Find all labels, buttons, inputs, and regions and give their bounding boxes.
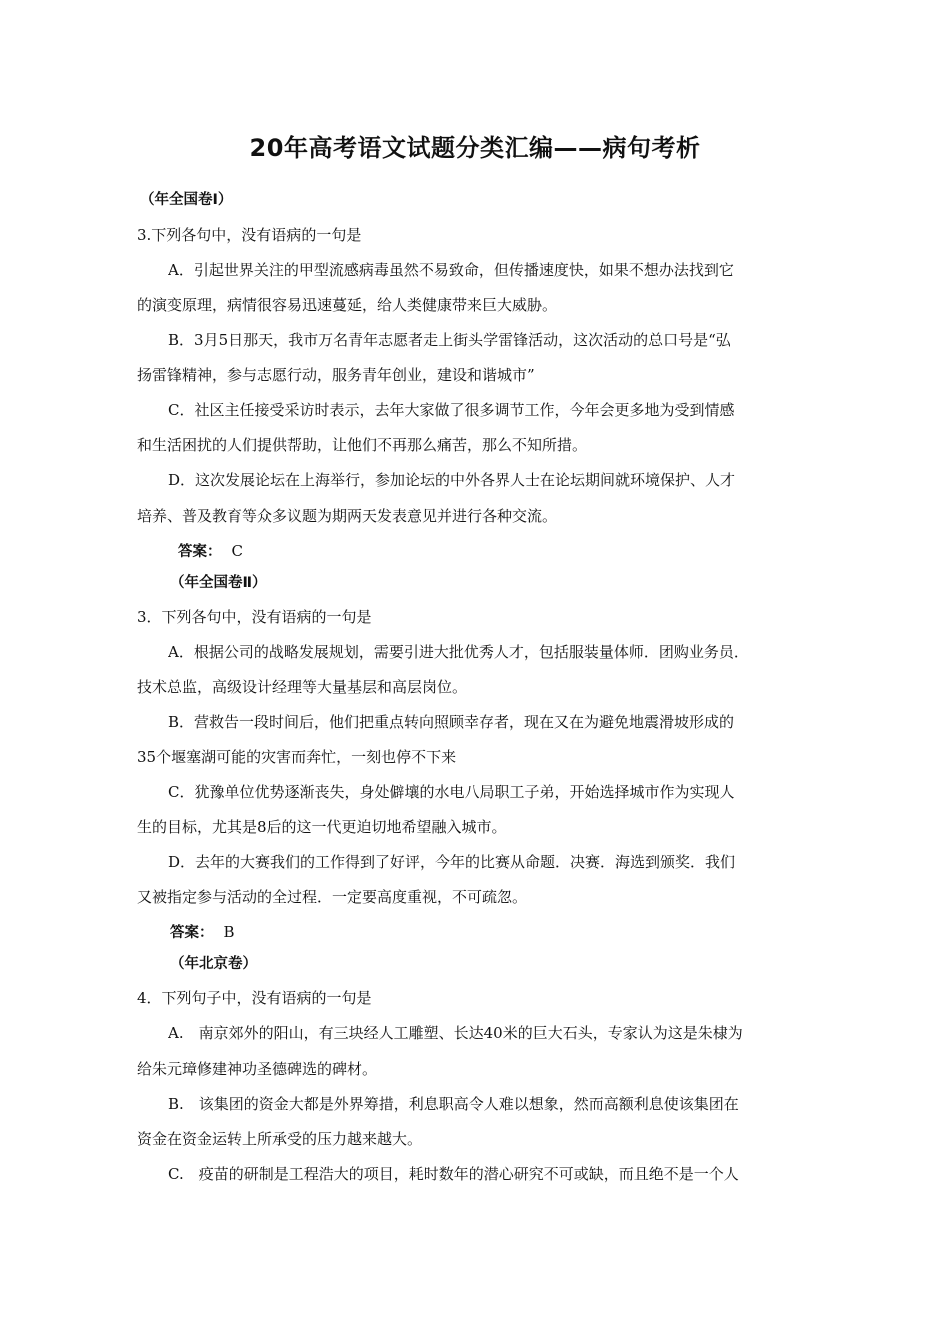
- option-a-line-2: 给朱元璋修建神功圣德碑选的碑材。: [137, 1060, 378, 1078]
- option-b-line-1: B. 该集团的资金大都是外界筹措，利息职高令人难以想象，然而高额利息使该集团在: [168, 1095, 739, 1113]
- question-stem: 3．下列各句中，没有语病的一句是: [137, 608, 372, 626]
- answer-label: 答案：: [178, 544, 222, 560]
- question-stem: 3.下列各句中，没有语病的一句是: [137, 226, 362, 244]
- section-heading: （年全国卷Ⅱ）: [170, 575, 267, 591]
- option-a-line-1: A．根据公司的战略发展规划，需要引进大批优秀人才，包括服装量体师．团购业务员．: [168, 643, 749, 661]
- option-a-line-1: A．引起世界关注的甲型流感病毒虽然不易致命，但传播速度快，如果不想办法找到它: [168, 261, 734, 279]
- option-b-line-2: 35个堰塞湖可能的灾害而奔忙，一刻也停不下来: [137, 748, 457, 766]
- option-c-line-2: 和生活困扰的人们提供帮助，让他们不再那么痛苦，那么不知所措。: [137, 436, 588, 454]
- answer-line: [170, 922, 850, 943]
- option-a-line-2: 技术总监，高级设计经理等大量基层和高层岗位。: [137, 678, 468, 696]
- option-a-line-1: A. 南京郊外的阳山，有三块经人工雕塑、长达40米的巨大石头，专家认为这是朱棣为: [168, 1024, 743, 1042]
- option-b-line-1: B．3月5日那天，我市万名青年志愿者走上街头学雷锋活动，这次活动的总口号是“弘: [168, 331, 731, 349]
- option-d-line-1: D．这次发展论坛在上海举行，参加论坛的中外各界人士在论坛期间就环境保护、人才: [168, 471, 736, 489]
- answer-value: B: [223, 923, 235, 941]
- option-d-line-2: 又被指定参与活动的全过程．一定要高度重视，不可疏忽。: [137, 888, 528, 906]
- answer-line: [178, 541, 858, 562]
- option-c-line-1: C. 疫苗的研制是工程浩大的项目，耗时数年的潜心研究不可或缺，而且绝不是一个人: [168, 1165, 739, 1183]
- section-heading: （年全国卷Ⅰ）: [140, 192, 233, 208]
- option-c-line-1: C．犹豫单位优势逐渐丧失，身处僻壤的水电八局职工子弟，开始选择城市作为实现人: [168, 783, 735, 801]
- option-c-line-1: C．社区主任接受采访时表示，去年大家做了很多调节工作，今年会更多地为受到情感: [168, 401, 735, 419]
- option-b-line-2: 资金在资金运转上所承受的压力越来越大。: [137, 1130, 423, 1148]
- document-title: 20年高考语文试题分类汇编——病句考析: [249, 134, 701, 162]
- option-c-line-2: 生的目标，尤其是8后的这一代更迫切地希望融入城市。: [137, 818, 507, 836]
- option-b-line-1: B．营救告一段时间后，他们把重点转向照顾幸存者，现在又在为避免地震滑坡形成的: [168, 713, 735, 731]
- section-heading: （年北京卷）: [170, 956, 257, 972]
- option-d-line-2: 培养、普及教育等众多议题为期两天发表意见并进行各种交流。: [137, 507, 558, 525]
- answer-label: 答案：: [170, 925, 214, 941]
- answer-value: C: [231, 542, 243, 560]
- option-d-line-1: D．去年的大赛我们的工作得到了好评，今年的比赛从命题．决赛．海选到颁奖．我们: [168, 853, 736, 871]
- question-stem: 4．下列句子中，没有语病的一句是: [137, 989, 372, 1007]
- option-a-line-2: 的演变原理，病情很容易迅速蔓延，给人类健康带来巨大威胁。: [137, 296, 558, 314]
- option-b-line-2: 扬雷锋精神，参与志愿行动，服务青年创业，建设和谐城市”: [137, 366, 535, 384]
